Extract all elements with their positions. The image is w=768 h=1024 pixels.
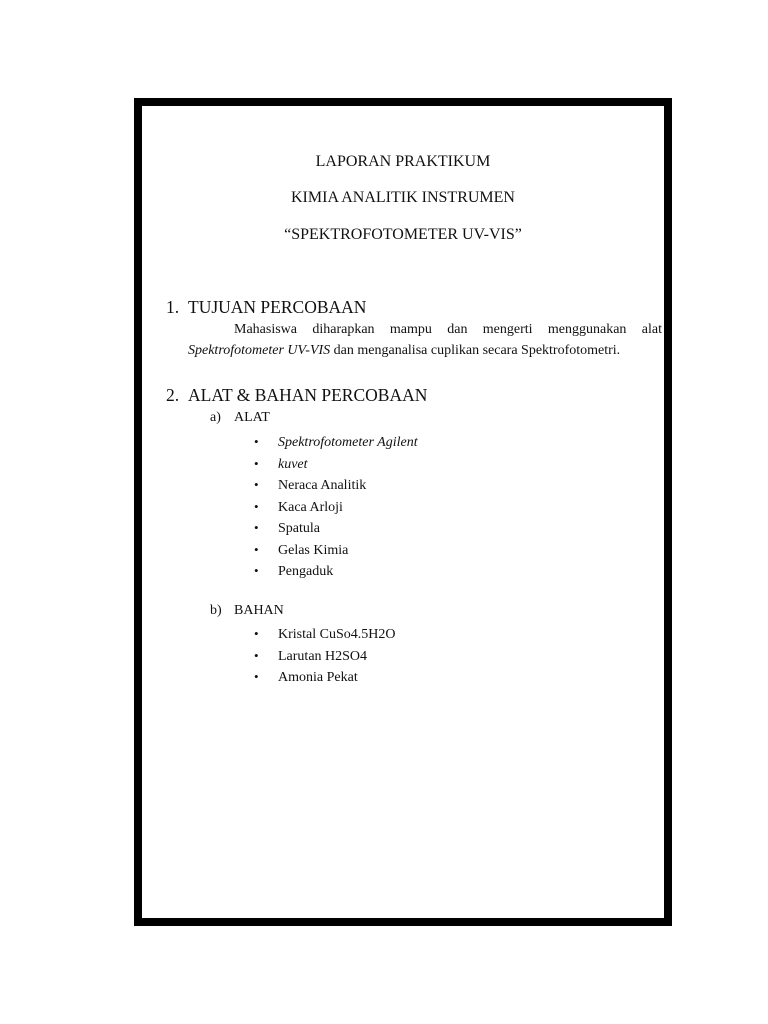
report-title-line-2: KIMIA ANALITIK INSTRUMEN <box>291 189 515 206</box>
list-item <box>254 666 395 688</box>
list-item-text: Neraca Analitik <box>278 478 367 493</box>
bullet-icon: • <box>254 669 259 684</box>
list-item-text: Spatula <box>278 521 320 536</box>
list-item-text: Spektrofotometer Agilent <box>278 435 418 450</box>
section-heading-tujuan <box>166 296 366 318</box>
list-item <box>254 560 418 582</box>
bullet-icon: • <box>254 434 259 449</box>
paragraph-line-2 <box>188 340 662 361</box>
section-heading-text: TUJUAN PERCOBAAN <box>188 297 367 317</box>
alat-list <box>254 431 418 582</box>
bullet-icon: • <box>254 477 259 492</box>
subsection-heading-text: BAHAN <box>234 603 284 618</box>
list-item-text: kuvet <box>278 456 308 472</box>
list-item-text: Kristal CuSo4.5H2O <box>278 627 396 642</box>
bahan-list <box>254 623 395 688</box>
list-item <box>254 474 418 496</box>
paragraph-italic-term: Spektrofotometer UV-VIS <box>188 343 331 358</box>
bullet-icon: • <box>254 626 259 641</box>
tujuan-paragraph <box>188 319 662 361</box>
bullet-icon: • <box>254 563 259 578</box>
list-item <box>254 645 395 667</box>
list-item <box>254 431 418 453</box>
list-item <box>254 623 395 645</box>
subsection-heading-bahan <box>210 601 284 621</box>
list-item-text: Pengaduk <box>278 564 334 579</box>
bullet-icon: • <box>254 520 259 535</box>
subsection-letter: b) <box>210 603 222 618</box>
section-number: 1. <box>166 297 180 317</box>
page-border-frame <box>134 98 672 926</box>
paragraph-line-2-rest: dan menganalisa cuplikan secara Spektrofotometri. <box>330 343 621 358</box>
report-title-line-1: LAPORAN PRAKTIKUM <box>315 153 491 170</box>
list-item-text: Amonia Pekat <box>278 670 358 685</box>
list-item-text: Larutan H2SO4 <box>278 648 368 664</box>
section-heading-text: ALAT & BAHAN PERCOBAAN <box>188 385 428 405</box>
section-number: 2. <box>166 385 180 405</box>
subsection-letter: a) <box>210 410 221 425</box>
list-item <box>254 517 418 539</box>
section-heading-alat-bahan <box>166 384 427 406</box>
subsection-heading-text: ALAT <box>234 410 270 425</box>
report-title-line-3: “SPEKTROFOTOMETER UV-VIS” <box>284 226 522 243</box>
list-item <box>254 539 418 561</box>
list-item-text: Kaca Arloji <box>278 499 343 515</box>
list-item-text: Gelas Kimia <box>278 542 349 558</box>
bullet-icon: • <box>254 647 259 663</box>
bullet-icon: • <box>254 498 259 514</box>
paragraph-line-1: Mahasiswa diharapkan mampu dan mengerti menggunakan alat <box>234 322 662 337</box>
subsection-heading-alat <box>210 408 270 428</box>
list-item <box>254 496 418 518</box>
bullet-icon: • <box>254 455 259 471</box>
list-item <box>254 453 418 475</box>
bullet-icon: • <box>254 541 259 557</box>
